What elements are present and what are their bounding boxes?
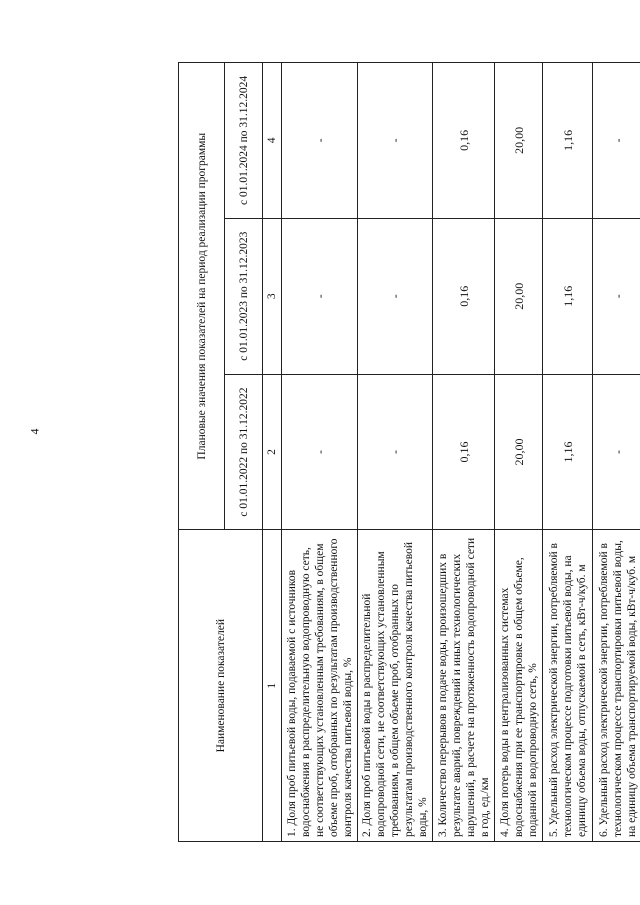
indicator-name: 3. Количество перерывов в подаче воды, произошедших в результате аварий, повреждений и иных технологических нарушений, в расчете на протяженность водопроводной сети в год, ед./км	[433, 530, 495, 842]
value-cell: -	[358, 374, 433, 530]
rotated-table-container	[178, 62, 638, 842]
value-cell: -	[358, 218, 433, 374]
value-cell: 1,16	[543, 374, 593, 530]
header-period-2023: с 01.01.2023 по 31.12.2023	[225, 218, 263, 374]
indicator-name: 6. Удельный расход электрической энергии, потребляемой в технологическом процессе транспортировки питьевой воды, на единицу объема транспортируемой воды, кВт-ч/куб. м	[593, 530, 640, 842]
header-period-2022: с 01.01.2022 по 31.12.2022	[225, 374, 263, 530]
column-number: 3	[263, 218, 282, 374]
value-cell: -	[593, 218, 640, 374]
indicators-table	[178, 62, 640, 842]
table-row	[282, 63, 358, 842]
value-cell: -	[593, 374, 640, 530]
value-cell: 20,00	[495, 374, 543, 530]
value-cell: -	[282, 63, 358, 219]
indicator-name: 1. Доля проб питьевой воды, подаваемой с источников водоснабжения в распределительную водопроводную сеть, не соответствующих установленным требованиям, в общем объеме проб, отобранных по результатам производственного контроля качества питьевой воды, %	[282, 530, 358, 842]
table-row	[593, 63, 640, 842]
value-cell: 1,16	[543, 218, 593, 374]
indicator-name: 2. Доля проб питьевой воды в распределительной водопроводной сети, не соответствующих установленным требованиям, в общем объеме проб, отобранных по результатам производственного контроля качества питьевой воды, %	[358, 530, 433, 842]
column-number: 2	[263, 374, 282, 530]
indicator-name: 5. Удельный расход электрической энергии, потребляемой в технологическом процессе подготовки питьевой воды, на единицу объема воды, отпускаемой в сеть, кВт-ч/куб. м	[543, 530, 593, 842]
table-row	[495, 63, 543, 842]
value-cell: -	[593, 63, 640, 219]
table-row	[358, 63, 433, 842]
header-period-2024: с 01.01.2024 по 31.12.2024	[225, 63, 263, 219]
value-cell: 0,16	[433, 374, 495, 530]
value-cell: 0,16	[433, 218, 495, 374]
value-cell: 0,16	[433, 63, 495, 219]
value-cell: -	[282, 218, 358, 374]
column-number: 4	[263, 63, 282, 219]
value-cell: 20,00	[495, 63, 543, 219]
header-planned-values: Плановые значения показателей на период реализации программы	[179, 63, 225, 530]
table-row	[433, 63, 495, 842]
value-cell: 1,16	[543, 63, 593, 219]
value-cell: 20,00	[495, 218, 543, 374]
value-cell: -	[282, 374, 358, 530]
column-number: 1	[263, 530, 282, 842]
page-number: 4	[27, 428, 42, 435]
table-row	[543, 63, 593, 842]
value-cell: -	[358, 63, 433, 219]
header-indicator-name: Наименование показателей	[179, 530, 263, 842]
indicator-name: 4. Доля потерь воды в централизованных системах водоснабжения при ее транспортировке в общем объеме, поданной в водопроводную сеть, %	[495, 530, 543, 842]
column-numbers-row	[263, 63, 282, 842]
